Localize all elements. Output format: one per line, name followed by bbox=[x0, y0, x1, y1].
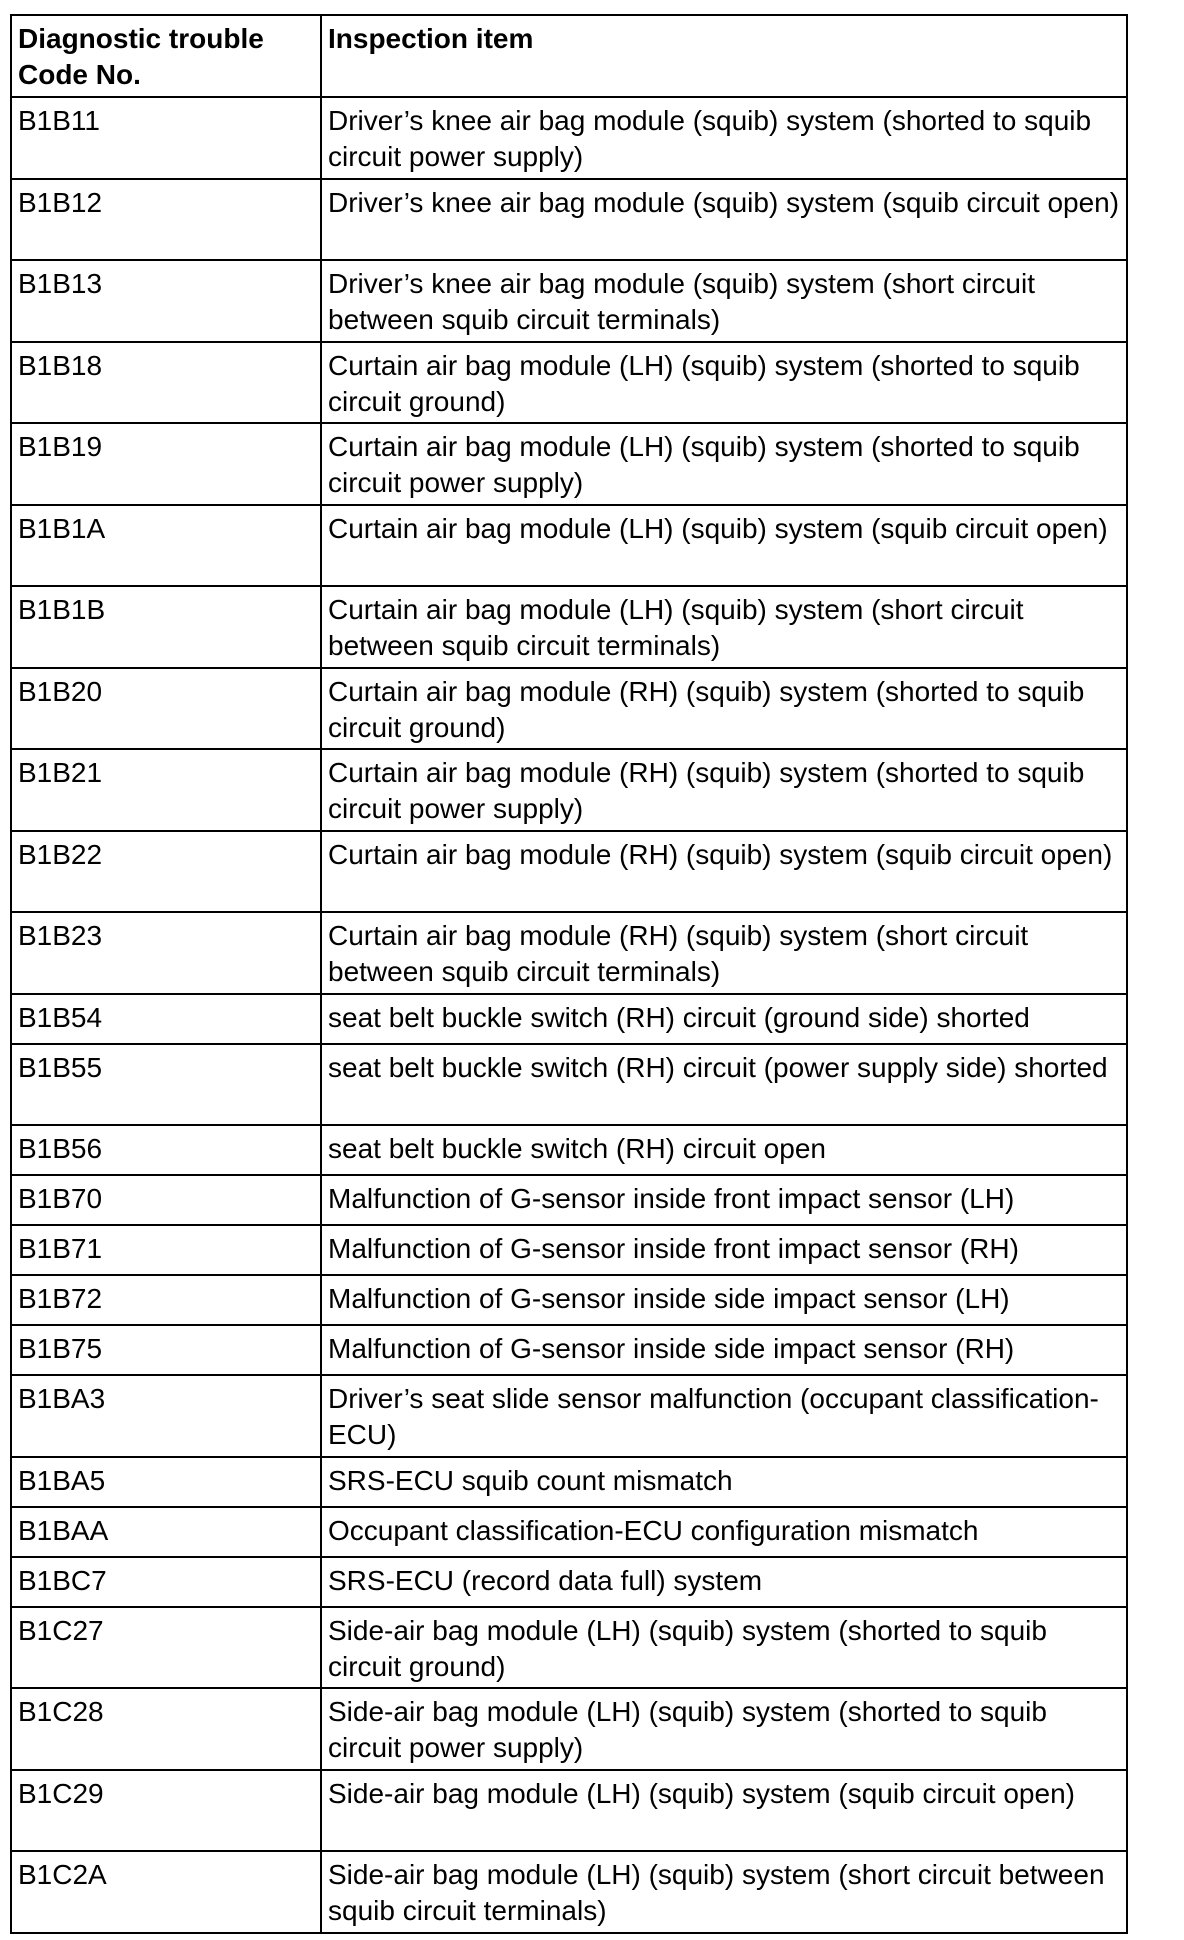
table-row bbox=[11, 1607, 1127, 1689]
inspection-item: Side-air bag module (LH) (squib) system (shorted to squib circuit power supply) bbox=[321, 1688, 1127, 1770]
inspection-item: SRS-ECU squib count mismatch bbox=[321, 1457, 1127, 1507]
table-row bbox=[11, 1457, 1127, 1507]
dtc-code: B1B1B bbox=[11, 586, 321, 668]
dtc-code: B1BA5 bbox=[11, 1457, 321, 1507]
inspection-item: Curtain air bag module (RH) (squib) system (squib circuit open) bbox=[321, 831, 1127, 913]
inspection-item: Curtain air bag module (RH) (squib) system (shorted to squib circuit power supply) bbox=[321, 749, 1127, 831]
header-inspection-item: Inspection item bbox=[321, 15, 1127, 97]
table-row bbox=[11, 994, 1127, 1044]
inspection-item: Curtain air bag module (LH) (squib) system (shorted to squib circuit ground) bbox=[321, 342, 1127, 424]
table-row bbox=[11, 423, 1127, 505]
inspection-item: Side-air bag module (LH) (squib) system (shorted to squib circuit ground) bbox=[321, 1607, 1127, 1689]
table-row bbox=[11, 342, 1127, 424]
inspection-item: Driver’s knee air bag module (squib) system (squib circuit open) bbox=[321, 179, 1127, 261]
table-row bbox=[11, 1770, 1127, 1852]
header-code: Diagnostic trouble Code No. bbox=[11, 15, 321, 97]
dtc-code: B1C29 bbox=[11, 1770, 321, 1852]
dtc-code: B1B18 bbox=[11, 342, 321, 424]
table-row bbox=[11, 97, 1127, 179]
dtc-code: B1B56 bbox=[11, 1125, 321, 1175]
inspection-item: seat belt buckle switch (RH) circuit (power supply side) shorted bbox=[321, 1044, 1127, 1126]
dtc-code: B1B23 bbox=[11, 912, 321, 994]
inspection-item: Driver’s seat slide sensor malfunction (occupant classification-ECU) bbox=[321, 1375, 1127, 1457]
table-row bbox=[11, 1225, 1127, 1275]
table-row bbox=[11, 831, 1127, 913]
dtc-table bbox=[10, 14, 1128, 1934]
inspection-item: Malfunction of G-sensor inside side impact sensor (RH) bbox=[321, 1325, 1127, 1375]
table-row bbox=[11, 179, 1127, 261]
table-row bbox=[11, 1325, 1127, 1375]
dtc-code: B1B70 bbox=[11, 1175, 321, 1225]
dtc-code: B1C28 bbox=[11, 1688, 321, 1770]
inspection-item: Side-air bag module (LH) (squib) system (squib circuit open) bbox=[321, 1770, 1127, 1852]
table-row bbox=[11, 1688, 1127, 1770]
dtc-code: B1C27 bbox=[11, 1607, 321, 1689]
inspection-item: Malfunction of G-sensor inside front impact sensor (LH) bbox=[321, 1175, 1127, 1225]
table-row bbox=[11, 668, 1127, 750]
table-row bbox=[11, 749, 1127, 831]
inspection-item: Occupant classification-ECU configuration mismatch bbox=[321, 1507, 1127, 1557]
inspection-item: Curtain air bag module (LH) (squib) system (short circuit between squib circuit terminals) bbox=[321, 586, 1127, 668]
dtc-code: B1B75 bbox=[11, 1325, 321, 1375]
table-row bbox=[11, 1275, 1127, 1325]
table-row bbox=[11, 1125, 1127, 1175]
inspection-item: seat belt buckle switch (RH) circuit open bbox=[321, 1125, 1127, 1175]
inspection-item: Curtain air bag module (LH) (squib) system (squib circuit open) bbox=[321, 505, 1127, 587]
table-row bbox=[11, 1044, 1127, 1126]
inspection-item: Driver’s knee air bag module (squib) system (short circuit between squib circuit terminals) bbox=[321, 260, 1127, 342]
table-row bbox=[11, 1507, 1127, 1557]
table-row bbox=[11, 505, 1127, 587]
table-body bbox=[11, 97, 1127, 1933]
dtc-code: B1B54 bbox=[11, 994, 321, 1044]
dtc-code: B1B13 bbox=[11, 260, 321, 342]
table-row bbox=[11, 586, 1127, 668]
dtc-code: B1B21 bbox=[11, 749, 321, 831]
inspection-item: Side-air bag module (LH) (squib) system (short circuit between squib circuit terminals) bbox=[321, 1851, 1127, 1933]
inspection-item: Malfunction of G-sensor inside side impact sensor (LH) bbox=[321, 1275, 1127, 1325]
dtc-code: B1B71 bbox=[11, 1225, 321, 1275]
table-row bbox=[11, 260, 1127, 342]
dtc-code: B1BA3 bbox=[11, 1375, 321, 1457]
dtc-code: B1B55 bbox=[11, 1044, 321, 1126]
inspection-item: Driver’s knee air bag module (squib) system (shorted to squib circuit power supply) bbox=[321, 97, 1127, 179]
dtc-code: B1B20 bbox=[11, 668, 321, 750]
inspection-item: Curtain air bag module (RH) (squib) system (short circuit between squib circuit terminals) bbox=[321, 912, 1127, 994]
dtc-code: B1B22 bbox=[11, 831, 321, 913]
dtc-code: B1BC7 bbox=[11, 1557, 321, 1607]
table-row bbox=[11, 1175, 1127, 1225]
dtc-code: B1B1A bbox=[11, 505, 321, 587]
table-row bbox=[11, 1375, 1127, 1457]
table-row bbox=[11, 1557, 1127, 1607]
dtc-code: B1B11 bbox=[11, 97, 321, 179]
table-row bbox=[11, 1851, 1127, 1933]
table-row bbox=[11, 912, 1127, 994]
inspection-item: seat belt buckle switch (RH) circuit (ground side) shorted bbox=[321, 994, 1127, 1044]
dtc-code: B1B72 bbox=[11, 1275, 321, 1325]
dtc-code: B1C2A bbox=[11, 1851, 321, 1933]
table-header-row bbox=[11, 15, 1127, 97]
inspection-item: Curtain air bag module (RH) (squib) system (shorted to squib circuit ground) bbox=[321, 668, 1127, 750]
inspection-item: SRS-ECU (record data full) system bbox=[321, 1557, 1127, 1607]
dtc-code: B1B19 bbox=[11, 423, 321, 505]
inspection-item: Curtain air bag module (LH) (squib) system (shorted to squib circuit power supply) bbox=[321, 423, 1127, 505]
dtc-code: B1B12 bbox=[11, 179, 321, 261]
inspection-item: Malfunction of G-sensor inside front impact sensor (RH) bbox=[321, 1225, 1127, 1275]
dtc-code: B1BAA bbox=[11, 1507, 321, 1557]
